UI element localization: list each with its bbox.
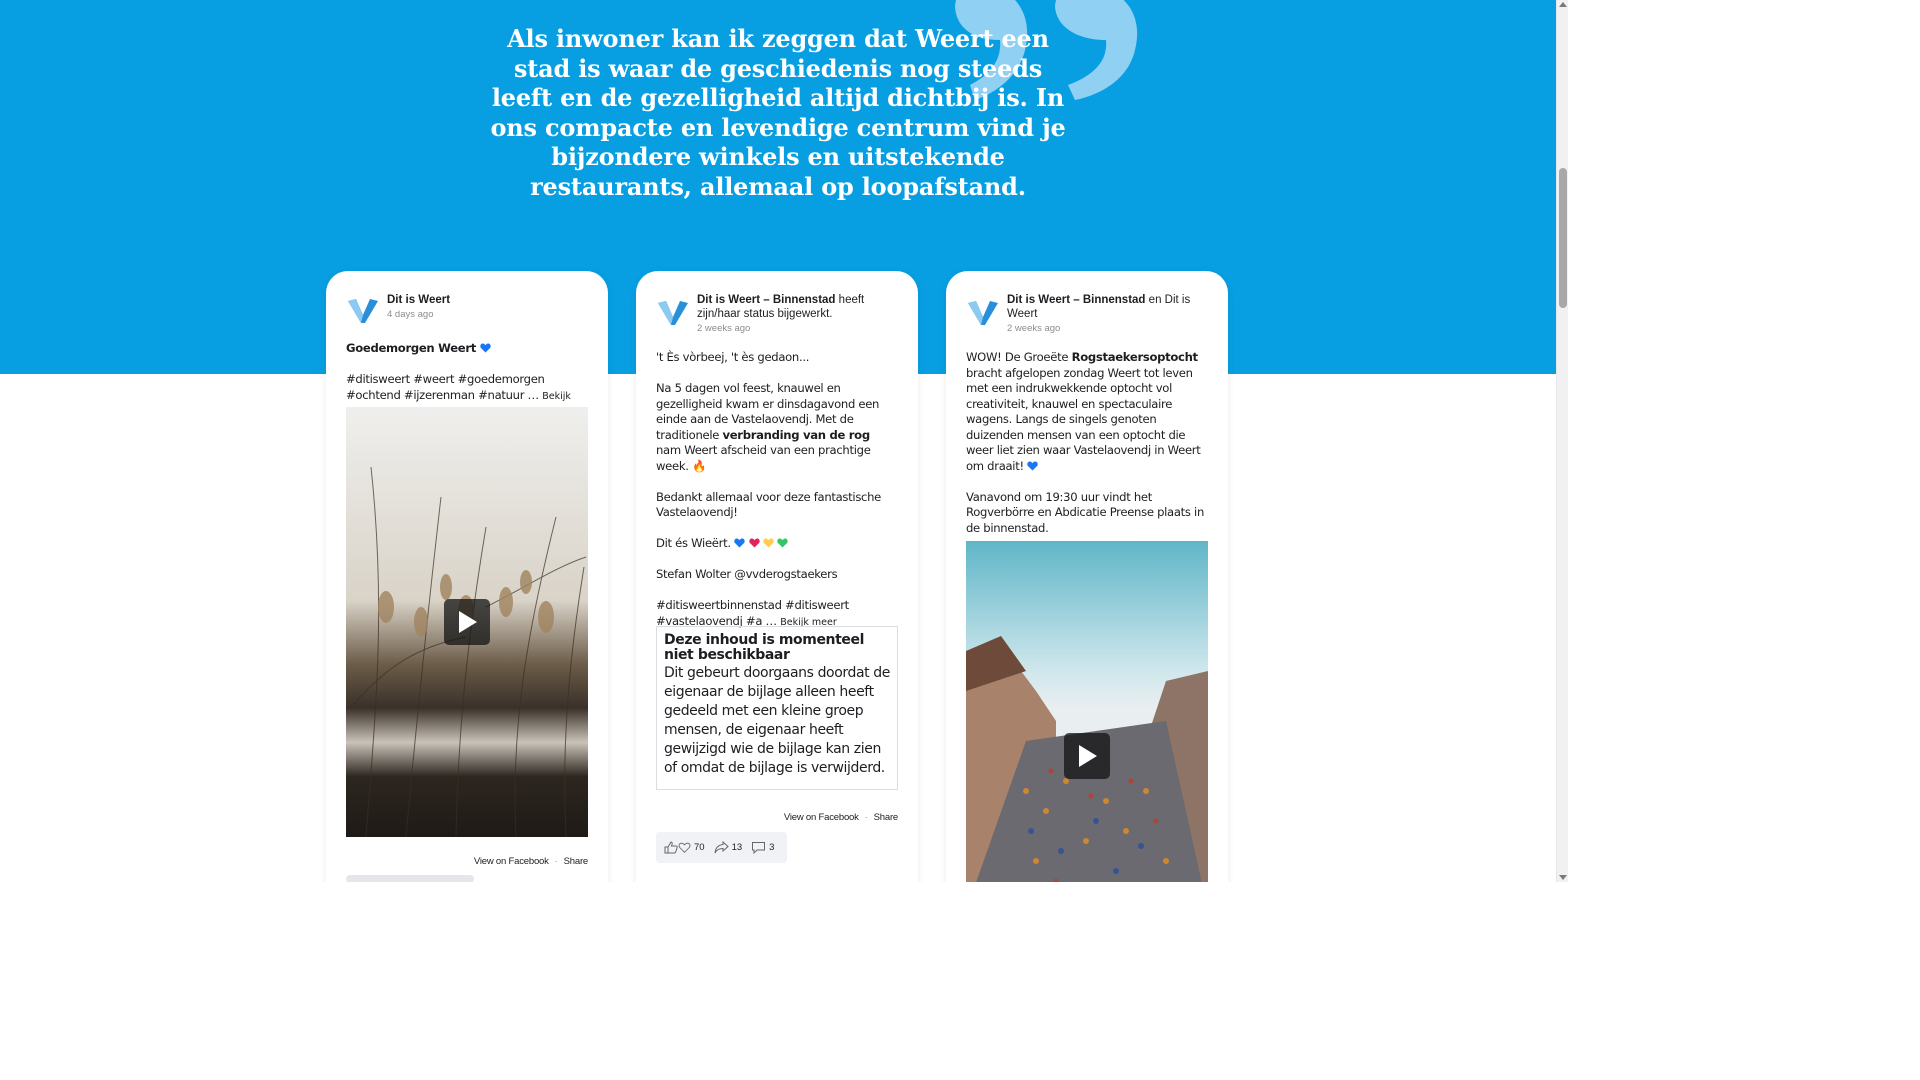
facebook-post-card [326,271,608,882]
parade-image [966,541,1208,882]
hero-quote: Als inwoner kan ik zeggen dat Weert een stad is waar de geschiedenis nog steeds leeft en de gezelligheid altijd dichtbij is. In ons compacte en levendige centrum vind je bijzondere winkels en uitstekende restaurants, allemaal op loopafstand. [490,24,1066,201]
play-button[interactable] [1064,733,1110,779]
tagged-page-link[interactable]: Dit is Weert [1007,294,1191,320]
post-header [966,293,1208,333]
share-link[interactable]: Share [873,812,898,823]
post-title: Goedemorgen Weert [346,341,476,355]
content-unavailable-box [656,626,898,790]
post-stats [656,832,787,863]
post-hashtags: #ditisweertbinnenstad #ditisweert #vastelaovendj #a … [656,598,849,628]
stats-placeholder [346,875,474,882]
unavailable-title: Deze inhoud is momenteel niet beschikbaar [664,632,864,663]
like-icon [664,841,679,854]
page-name-link[interactable]: Dit is Weert – Binnenstad [1007,294,1146,306]
facebook-post-card [636,271,918,882]
scrollbar-thumb[interactable] [1559,168,1567,308]
post-time[interactable]: 2 weeks ago [1007,323,1061,334]
heart-outline-icon [678,841,691,854]
shares-count[interactable]: 13 [714,841,743,854]
post-video-thumbnail[interactable] [346,407,588,837]
red-heart-icon [749,538,760,548]
dit-is-weert-logo-icon[interactable] [966,297,1000,327]
scroll-down-arrow-icon[interactable] [1559,875,1567,880]
comment-icon [751,841,766,854]
blue-heart-icon [480,343,491,353]
share-icon [714,841,729,854]
post-author: Dit is Weert – Binnenstad heeft zijn/haar status bijgewerkt. 2 weeks ago [697,294,865,334]
post-header [656,293,898,333]
page-scrollbar[interactable] [1556,0,1568,882]
dit-is-weert-logo-icon[interactable] [656,297,690,327]
post-links: View on Facebook · Share [473,856,588,867]
post-author [387,293,588,321]
blue-heart-icon [734,538,745,548]
facebook-post-card [946,271,1228,882]
read-more-link[interactable]: Bekijk [542,390,571,402]
scroll-up-arrow-icon[interactable] [1559,2,1567,7]
view-on-facebook-link[interactable]: View on Facebook [473,856,549,867]
unavailable-text: Dit gebeurt doorgaans doordat de eigenaar de bijlage alleen heeft gedeeld met een kleine groep mensen, de eigenaar heeft gewijzigd wie de bijlage kan zien of omdat de bijlage is verwijderd. [664,665,890,776]
post-body: 't Ès vòrbeej, 't ès gedaon... Na 5 dagen vol feest, knauwel en gezelligheid kwam er dinsdagavond een einde aan de Vastelaovendj. Met de traditionele verbranding van de rog nam Weert afscheid van een prachtige week. 🔥 Bedankt allemaal voor deze fantastische Vastelaovendj! Dit és Wieërt. Stefan Wolter @vvderogstaekers #ditisweertbinnenstad #ditisweert #vastelaovendj #a … Bekijk meer [656,350,882,628]
yellow-heart-icon [763,538,774,548]
page-name-link[interactable]: Dit is Weert – Binnenstad [697,294,836,306]
post-time[interactable]: 2 weeks ago [697,323,751,334]
play-button[interactable] [444,599,490,645]
dit-is-weert-logo-icon[interactable] [346,295,380,325]
green-heart-icon [777,538,788,548]
post-header [346,293,588,333]
post-author: Dit is Weert – Binnenstad en Dit is Weert 2 weeks ago [1007,294,1191,334]
comments-count[interactable]: 3 [751,841,774,854]
view-on-facebook-link[interactable]: View on Facebook [783,812,859,823]
blue-heart-icon [1027,461,1038,471]
post-video-thumbnail[interactable] [966,541,1208,882]
post-links: View on Facebook · Share [783,812,898,823]
post-time[interactable]: 4 days ago [387,309,434,320]
share-link[interactable]: Share [563,856,588,867]
page-name-link[interactable]: Dit is Weert [387,294,451,306]
post-body: WOW! De Groeëte Rogstaekersoptocht bracht afgelopen zondag Weert tot leven met een indrukwekkende optocht vol creativiteit, knauwel en spectaculaire wagens. Langs de singels genoten duizenden mensen van een optocht die weer liet zien waar Vastelaovendj in Weert om draait! Vanavond om 19:30 uur vindt het Rogverbörre en Abdicatie Preense plaats in de binnenstad. [966,350,1208,568]
read-more-link[interactable]: Bekijk meer [780,616,837,628]
reactions-count[interactable]: 70 [664,841,705,854]
post-hashtags: #ditisweert #weert #goedemorgen #ochtend #ijzerenman #natuur … [346,372,545,402]
